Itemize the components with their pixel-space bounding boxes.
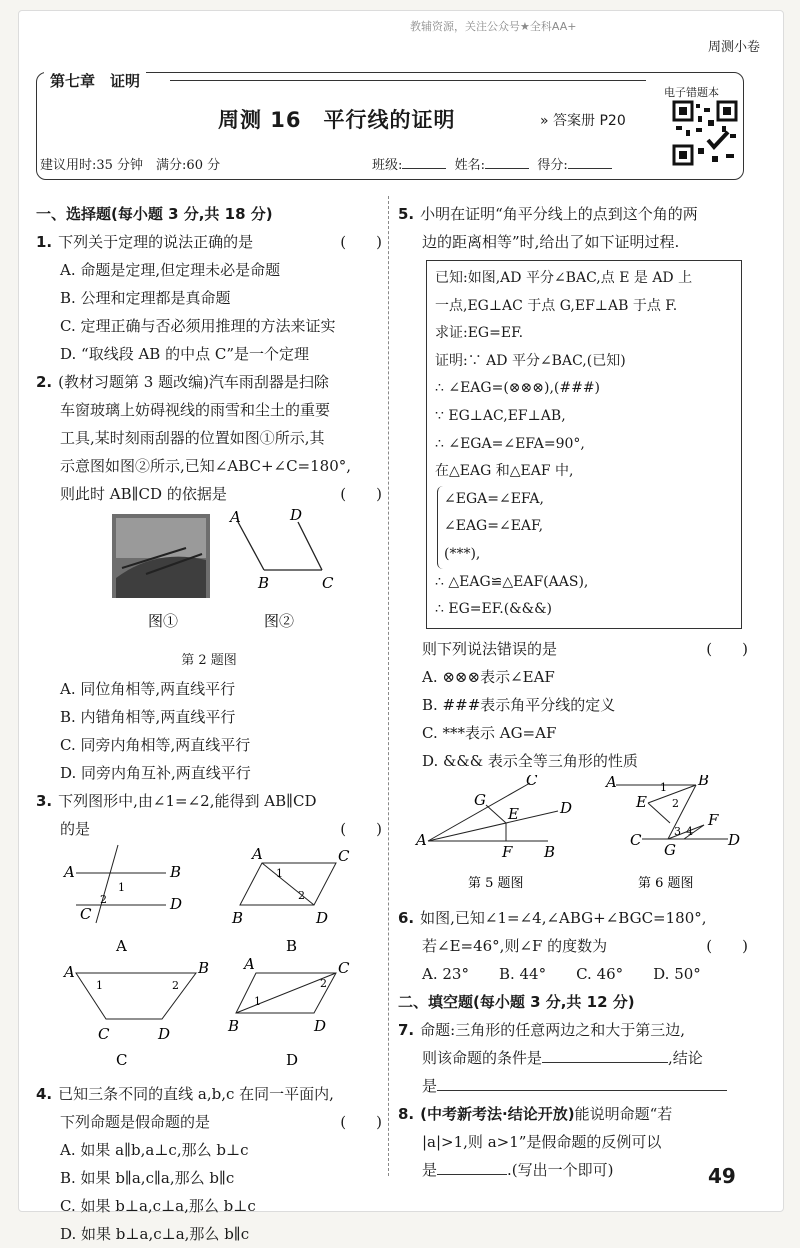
svg-text:F: F [708, 810, 719, 829]
svg-text:3: 3 [674, 824, 681, 838]
q1-option-a[interactable]: A. 命题是定理,但定理未必是命题 [60, 261, 281, 279]
q3-figure-a[interactable] [62, 845, 182, 955]
proof-line: (***), [444, 545, 481, 562]
svg-text:D: D [314, 1017, 327, 1035]
q5-number: 5. [398, 205, 415, 223]
proof-line: ∵ EG⊥AC,EF⊥AB, [435, 407, 566, 424]
q7-text-2: 则该命题的条件是 [422, 1048, 543, 1067]
q3-figure-d[interactable] [227, 955, 350, 1069]
q3-line-1 [36, 787, 382, 815]
q2-line-3: 工具,某时刻雨刮器的位置如图①所示,其 [60, 429, 325, 447]
column-divider [388, 196, 389, 1176]
double-chevron-icon: » [540, 113, 549, 129]
q5-option-b[interactable]: B. ###表示角平分线的定义 [422, 695, 616, 714]
proof-line: 证明:∵ AD 平分∠BAC,(已知) [435, 352, 626, 369]
q7-line-2 [398, 1044, 748, 1072]
svg-text:D: D [728, 830, 741, 849]
q8-text-1: 能说明命题“若 [574, 1104, 673, 1123]
svg-text:A: A [244, 955, 255, 973]
q5-ask-text: 则下列说法错误的是 [422, 639, 558, 658]
svg-text:C: C [338, 847, 350, 865]
class-label: 班级: [372, 158, 403, 173]
q2-option-b[interactable]: B. 内错角相等,两直线平行 [60, 708, 236, 726]
q1-option-c[interactable]: C. 定理正确与否必须用推理的方法来证实 [60, 317, 336, 335]
svg-text:1: 1 [118, 881, 125, 894]
score-blank[interactable] [568, 156, 612, 169]
svg-text:F: F [502, 842, 513, 861]
svg-text:B: B [544, 842, 556, 861]
q5-line-2: 边的距离相等”时,给出了如下证明过程. [422, 233, 680, 251]
name-blank[interactable] [485, 156, 529, 169]
q2-option-d[interactable]: D. 同旁内角互补,两直线平行 [60, 764, 251, 782]
class-blank[interactable] [402, 156, 446, 169]
q7-number: 7. [398, 1020, 415, 1039]
proof-line: 已知:如图,AD 平分∠BAC,点 E 是 AD 上 [435, 270, 693, 286]
section1-title: 一、选择题(每小题 3 分,共 18 分) [36, 205, 273, 223]
q2-line-1 [36, 368, 382, 396]
q3-label-c: C [116, 1051, 128, 1069]
answer-ref-text: 答案册 P20 [553, 113, 626, 129]
q5-line-1 [398, 200, 748, 228]
fig2-label: 图② [264, 612, 295, 630]
parallel-diagram [228, 508, 334, 592]
q2-line-2: 车窗玻璃上妨碍视线的雨雪和尘土的重要 [60, 401, 331, 419]
q7-text-1: 命题:三角形的任意两边之和大于第三边, [420, 1020, 685, 1039]
svg-text:E: E [636, 792, 647, 811]
score-label: 得分: [537, 158, 568, 173]
q4-answer-paren[interactable]: ( ) [340, 1113, 382, 1131]
proof-line: ∠EAG=∠EAF, [444, 518, 544, 535]
q7-conclusion-blank[interactable] [437, 1078, 727, 1091]
proof-line: ∴ △EAG≌△EAF(AAS), [435, 573, 589, 590]
svg-text:B: B [258, 574, 270, 592]
svg-text:C: C [526, 774, 538, 789]
svg-text:B: B [170, 863, 182, 881]
proof-line: ∴ ∠EGA=∠EFA=90°, [435, 435, 585, 452]
q1-option-d[interactable]: D. “取线段 AB 的中点 C”是一个定理 [60, 345, 310, 363]
q1-text: 下列关于定理的说法正确的是 [58, 233, 254, 251]
q8-number: 8. [398, 1104, 415, 1123]
q3-number: 3. [36, 792, 53, 810]
q7-condition-blank[interactable] [542, 1050, 668, 1063]
svg-text:4: 4 [686, 824, 693, 838]
q6-fig-caption: 第 6 题图 [638, 875, 694, 891]
q2-figures [36, 508, 382, 638]
answer-reference [540, 110, 626, 130]
q6-line-1 [398, 904, 748, 932]
svg-text:B: B [232, 909, 244, 927]
svg-text:1: 1 [660, 780, 667, 794]
svg-text:A: A [252, 845, 263, 863]
q5-option-a[interactable]: A. ⊗⊗⊗表示∠EAF [422, 667, 555, 686]
svg-text:G: G [664, 840, 676, 859]
svg-text:1: 1 [276, 867, 283, 880]
q8-line-2: |a|>1,则 a>1”是假命题的反例可以 [422, 1132, 662, 1151]
svg-text:A: A [64, 963, 75, 981]
q3-text-2: 的是 [60, 820, 91, 838]
q4-text-2: 下列命题是假命题的是 [60, 1113, 211, 1131]
q3-label-a: A [116, 937, 127, 955]
svg-text:2: 2 [320, 977, 327, 990]
right-column [398, 200, 748, 1184]
svg-text:2: 2 [672, 796, 679, 810]
q1-stem [36, 228, 382, 256]
q4-option-a[interactable]: A. 如果 a∥b,a⊥c,那么 b⊥c [60, 1141, 249, 1159]
svg-text:A: A [230, 508, 241, 526]
svg-text:C: C [338, 959, 350, 977]
student-fields [372, 154, 652, 173]
q5-proof-box [426, 260, 742, 629]
q5-text-1: 小明在证明“角平分线上的点到这个角的两 [420, 205, 698, 223]
q1-number: 1. [36, 233, 53, 251]
q3-answer-paren[interactable]: ( ) [340, 820, 382, 838]
q6-options[interactable]: A. 23° B. 44° C. 46° D. 50° [422, 964, 701, 983]
q4-line-2 [36, 1108, 382, 1136]
proof-line: 一点,EG⊥AC 于点 G,EF⊥AB 于点 F. [435, 297, 678, 314]
q5-ask [398, 635, 748, 663]
chapter-label: 第七章 证明 [44, 70, 146, 91]
proof-line: ∠EGA=∠EFA, [444, 490, 544, 507]
q8-text-4: .(写出一个即可) [507, 1160, 614, 1179]
q2-fig-caption: 第 2 题图 [181, 653, 237, 668]
q2-text-5: 则此时 AB∥CD 的依据是 [60, 485, 227, 503]
q7-text-3: ,结论 [668, 1048, 703, 1067]
q2-answer-paren[interactable]: ( ) [340, 485, 382, 503]
q6-number: 6. [398, 908, 415, 927]
q4-number: 4. [36, 1085, 53, 1103]
q6-text-2: 若∠E=46°,则∠F 的度数为 [422, 936, 608, 955]
svg-text:B: B [698, 774, 710, 789]
svg-text:D: D [560, 798, 573, 817]
svg-text:C: C [630, 830, 642, 849]
corner-tag: 周测小卷 [707, 40, 760, 55]
proof-brace-group [437, 486, 733, 569]
svg-text:D: D [316, 909, 329, 927]
q7-line-3 [398, 1072, 748, 1100]
svg-text:1: 1 [96, 979, 103, 992]
svg-text:C: C [80, 905, 92, 923]
wiper-photo [112, 514, 210, 598]
q3-figure-c[interactable] [62, 959, 209, 1069]
q6-answer-paren[interactable]: ( ) [706, 936, 748, 955]
watermark-text: 教辅资源，关注公众号★全科AA+ [410, 20, 577, 33]
q4-option-c[interactable]: C. 如果 b⊥a,c⊥a,那么 b⊥c [60, 1197, 256, 1215]
svg-text:B: B [198, 959, 210, 977]
svg-text:D: D [158, 1025, 171, 1043]
q1-answer-paren[interactable]: ( ) [340, 233, 382, 251]
q2-line-4: 示意图如图②所示,已知∠ABC+∠C=180°, [60, 457, 352, 475]
q6-figure [604, 775, 740, 891]
proof-line: ∴ ∠EAG=(⊗⊗⊗),(###) [435, 380, 601, 397]
proof-line: 求证:EG=EF. [435, 325, 524, 342]
svg-text:1: 1 [254, 995, 261, 1008]
q5-option-c[interactable]: C. ***表示 AG=AF [422, 723, 557, 742]
q2-option-c[interactable]: C. 同旁内角相等,两直线平行 [60, 736, 251, 754]
svg-text:E: E [508, 804, 519, 823]
q8-answer-blank[interactable] [437, 1162, 507, 1175]
q4-option-d[interactable]: D. 如果 b⊥a,c⊥a,那么 b∥c [60, 1225, 250, 1243]
q3-figures [36, 843, 382, 1071]
q3-label-b: B [286, 937, 298, 955]
q5-answer-paren[interactable]: ( ) [706, 639, 748, 658]
svg-text:2: 2 [298, 889, 305, 902]
q8-line-1 [398, 1100, 748, 1128]
page-title: 周测 16 平行线的证明 [218, 108, 456, 132]
left-column [36, 200, 382, 1248]
q4-line-1 [36, 1080, 382, 1108]
section2-title: 二、填空题(每小题 3 分,共 12 分) [398, 992, 635, 1011]
q4-option-b[interactable]: B. 如果 b∥a,c∥a,那么 b∥c [60, 1169, 235, 1187]
q3-line-2 [36, 815, 382, 843]
q6-text-1: 如图,已知∠1=∠4,∠ABG+∠BGC=180°, [420, 908, 707, 927]
qr-code-icon[interactable] [672, 100, 738, 166]
q5-figure [414, 775, 572, 891]
svg-text:A: A [606, 774, 617, 791]
svg-text:2: 2 [100, 893, 107, 906]
q2-number: 2. [36, 373, 53, 391]
q5-fig-caption: 第 5 题图 [468, 875, 524, 891]
svg-text:A: A [64, 863, 75, 881]
svg-text:D: D [170, 895, 183, 913]
svg-text:B: B [228, 1017, 240, 1035]
chapter-rule [170, 80, 646, 81]
q5-q6-figures [398, 775, 748, 895]
svg-text:D: D [290, 508, 303, 524]
q8-tag: (中考新考法·结论开放) [420, 1104, 575, 1123]
q7-line-1 [398, 1016, 748, 1044]
q2-option-a[interactable]: A. 同位角相等,两直线平行 [60, 680, 236, 698]
svg-text:G: G [474, 790, 486, 809]
svg-text:C: C [98, 1025, 110, 1043]
q3-text-1: 下列图形中,由∠1=∠2,能得到 AB∥CD [58, 792, 317, 810]
proof-line: ∴ EG=EF.(&&&) [435, 601, 553, 618]
q8-text-3: 是 [422, 1160, 438, 1179]
q2-line-5 [36, 480, 382, 508]
name-label: 姓名: [454, 158, 486, 173]
proof-line: 在△EAG 和△EAF 中, [435, 463, 574, 480]
time-score-info: 建议用时:35 分钟 满分:60 分 [40, 158, 221, 173]
svg-text:2: 2 [172, 979, 179, 992]
fig1-label: 图① [148, 612, 179, 630]
q2-text-1: (教材习题第 3 题改编)汽车雨刮器是扫除 [58, 373, 329, 391]
q8-line-3 [398, 1156, 748, 1184]
q1-option-b[interactable]: B. 公理和定理都是真命题 [60, 289, 231, 307]
page-number: 49 [708, 1164, 736, 1188]
qr-label: 电子错题本 [664, 86, 719, 99]
q6-line-2 [398, 932, 748, 960]
q5-option-d[interactable]: D. &&& 表示全等三角形的性质 [422, 751, 638, 770]
svg-text:A: A [416, 830, 427, 849]
q7-text-4: 是 [422, 1076, 438, 1095]
svg-text:C: C [322, 574, 334, 592]
q3-figure-b[interactable] [231, 845, 350, 955]
q4-text-1: 已知三条不同的直线 a,b,c 在同一平面内, [58, 1085, 334, 1103]
q3-label-d: D [286, 1051, 299, 1069]
